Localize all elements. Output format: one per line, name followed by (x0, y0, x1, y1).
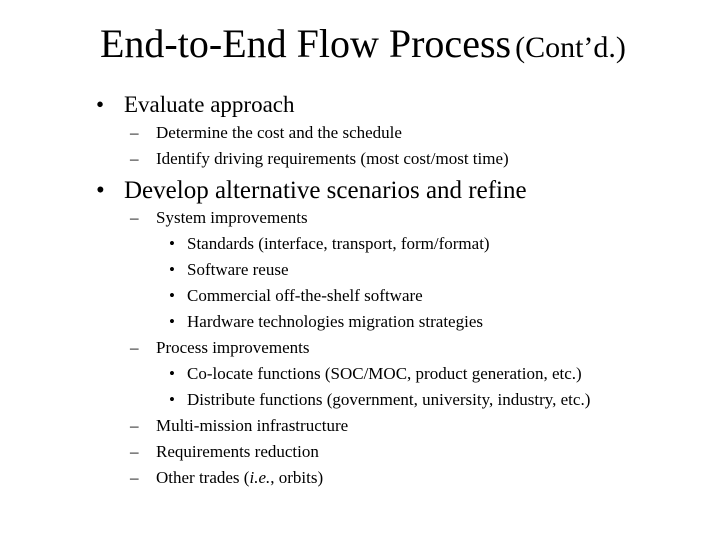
subitem-text: Identify driving requirements (most cost/most time) (156, 149, 509, 168)
subitem-text-italic: i.e. (249, 468, 271, 487)
dash-marker: – (130, 442, 139, 461)
title-main: End-to-End Flow Process (100, 21, 512, 66)
bullet-marker: • (169, 364, 175, 383)
subitem-text: Multi-mission infrastructure (156, 416, 349, 435)
dash-marker: – (130, 208, 139, 227)
bullet-marker: • (169, 286, 175, 305)
item-text: Commercial off-the-shelf software (187, 286, 423, 305)
item-text: Co-locate functions (SOC/MOC, product generation, etc.) (187, 364, 582, 383)
item-text: Distribute functions (government, university, industry, etc.) (187, 390, 591, 409)
subitem-text-end: , orbits) (270, 468, 324, 487)
item-text: Hardware technologies migration strategies (187, 312, 483, 331)
subitem-text-start: Other trades ( (156, 468, 250, 487)
bullet-marker: • (169, 260, 175, 279)
subitem-text (156, 469, 323, 486)
dash-marker: – (130, 416, 139, 435)
subitem-text: Requirements reduction (156, 442, 319, 461)
dash-marker: – (130, 123, 139, 142)
dash-marker: – (130, 338, 139, 357)
subitem-text: System improvements (156, 208, 308, 227)
bullet-marker: • (96, 92, 105, 117)
bullet-text: Evaluate approach (124, 92, 295, 117)
bullet-text: Develop alternative scenarios and refine (124, 177, 527, 204)
subitem-text: Process improvements (156, 338, 310, 357)
subitem-text: Determine the cost and the schedule (156, 123, 402, 142)
dash-marker: – (130, 468, 139, 487)
bullet-marker: • (96, 177, 105, 204)
item-text: Standards (interface, transport, form/format) (187, 234, 490, 253)
dash-marker: – (130, 149, 139, 168)
item-text: Software reuse (187, 260, 289, 279)
slide-title (100, 21, 626, 66)
title-suffix: (Cont’d.) (515, 31, 626, 64)
bullet-marker: • (169, 234, 175, 253)
bullet-marker: • (169, 390, 175, 409)
bullet-marker: • (169, 312, 175, 331)
